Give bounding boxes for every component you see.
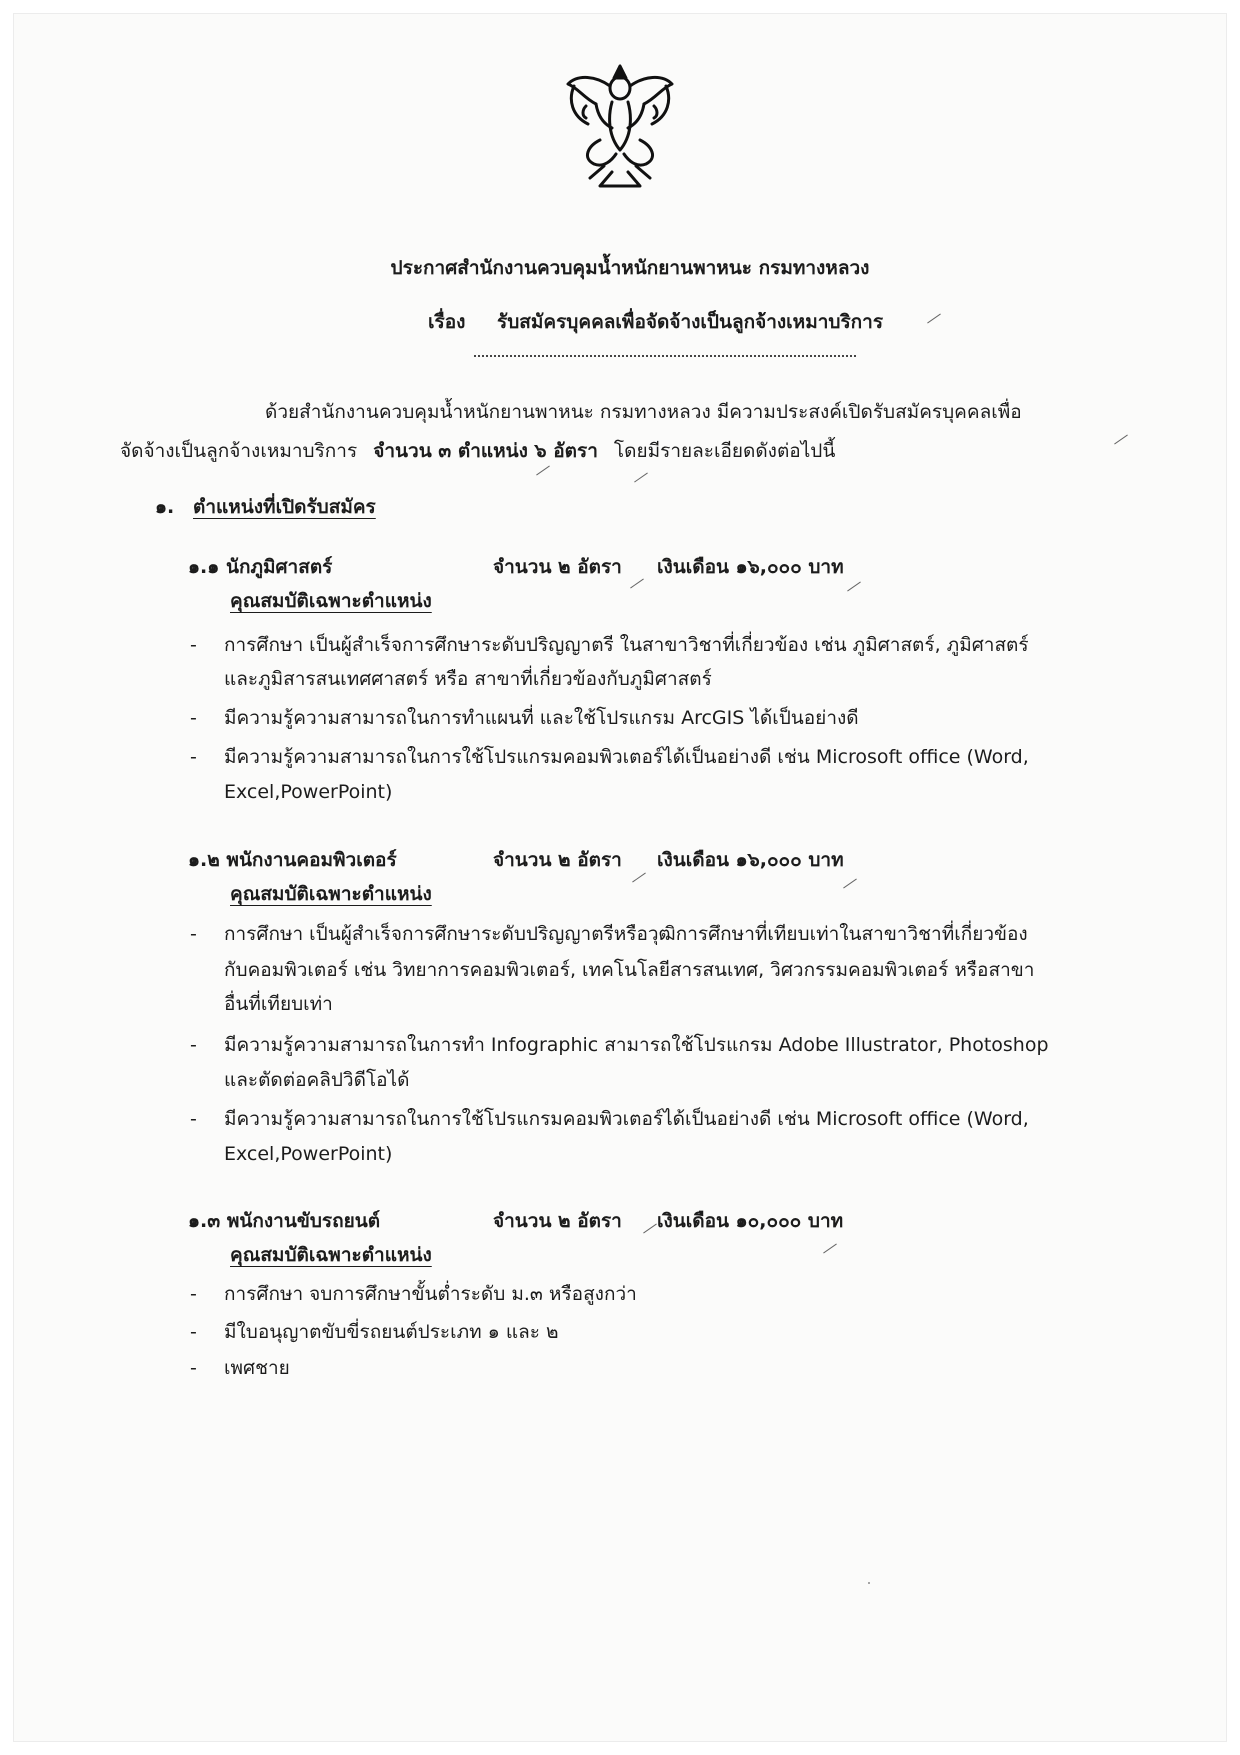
title-divider <box>474 355 856 357</box>
position-2-qualifications-label: คุณสมบัติเฉพาะตำแหน่ง <box>230 883 432 905</box>
intro-line-2-part-c: โดยมีรายละเอียดดังต่อไปนี้ <box>613 440 836 462</box>
position-2-item-3-line-2: Excel,PowerPoint) <box>224 1143 393 1165</box>
position-2-count: จำนวน ๒ อัตรา <box>493 849 622 871</box>
position-1-item-3-line-2: Excel,PowerPoint) <box>224 781 393 803</box>
page-title: ประกาศสำนักงานควบคุมน้ำหนักยานพาหนะ กรมทางหลวง <box>390 257 870 279</box>
position-2-item-3-line-1: มีความรู้ความสามารถในการใช้โปรแกรมคอมพิวเตอร์ได้เป็นอย่างดี เช่น Microsoft office (Word, <box>224 1108 1029 1130</box>
bullet-dash: - <box>190 1283 197 1305</box>
position-1-qualifications-label: คุณสมบัติเฉพาะตำแหน่ง <box>230 590 432 612</box>
position-2-item-1-line-1: การศึกษา เป็นผู้สำเร็จการศึกษาระดับปริญญาตรีหรือวุฒิการศึกษาที่เทียบเท่าในสาขาวิชาที่เกี่ยวข้อง <box>224 923 1028 945</box>
intro-line-2 <box>120 439 835 463</box>
position-2-item-1-line-3: อื่นที่เทียบเท่า <box>224 993 333 1015</box>
position-2-salary: เงินเดือน ๑๖,๐๐๐ บาท <box>657 849 844 871</box>
bullet-dash: - <box>190 707 197 729</box>
position-1-salary: เงินเดือน ๑๖,๐๐๐ บาท <box>657 556 844 578</box>
position-3-count: จำนวน ๒ อัตรา <box>493 1210 622 1232</box>
bullet-dash: - <box>190 634 197 656</box>
position-1-item-1-line-1: การศึกษา เป็นผู้สำเร็จการศึกษาระดับปริญญาตรี ในสาขาวิชาที่เกี่ยวข้อง เช่น ภูมิศาสตร์, ภูมิศาสตร์ <box>224 634 1029 656</box>
subject-text: รับสมัครบุคคลเพื่อจัดจ้างเป็นลูกจ้างเหมาบริการ <box>497 311 884 333</box>
intro-line-1: ด้วยสำนักงานควบคุมน้ำหนักยานพาหนะ กรมทางหลวง มีความประสงค์เปิดรับสมัครบุคคลเพื่อ <box>265 401 1022 423</box>
bullet-dash: - <box>190 746 197 768</box>
position-1-item-2-line-1: มีความรู้ความสามารถในการทำแผนที่ และใช้โปรแกรม ArcGIS ได้เป็นอย่างดี <box>224 707 859 729</box>
scan-speck <box>868 1582 870 1584</box>
garuda-emblem-icon <box>560 54 680 190</box>
position-2-item-1-line-2: กับคอมพิวเตอร์ เช่น วิทยาการคอมพิวเตอร์, เทคโนโลยีสารสนเทศ, วิศวกรรมคอมพิวเตอร์ หรือสาขา <box>224 959 1035 981</box>
position-3-item-2-line-1: มีใบอนุญาตขับขี่รถยนต์ประเภท ๑ และ ๒ <box>224 1321 559 1343</box>
position-1-count: จำนวน ๒ อัตรา <box>493 556 622 578</box>
position-3-item-3-line-1: เพศชาย <box>224 1357 290 1379</box>
bullet-dash: - <box>190 1034 197 1056</box>
bullet-dash: - <box>190 1108 197 1130</box>
position-1-item-3-line-1: มีความรู้ความสามารถในการใช้โปรแกรมคอมพิวเตอร์ได้เป็นอย่างดี เช่น Microsoft office (Word, <box>224 746 1029 768</box>
bullet-dash: - <box>190 923 197 945</box>
position-1-title: ๑.๑ นักภูมิศาสตร์ <box>188 556 333 578</box>
position-2-title: ๑.๒ พนักงานคอมพิวเตอร์ <box>188 849 397 871</box>
intro-line-2-part-a: จัดจ้างเป็นลูกจ้างเหมาบริการ <box>120 440 358 462</box>
position-3-salary: เงินเดือน ๑๐,๐๐๐ บาท <box>657 1210 844 1232</box>
position-3-item-1-line-1: การศึกษา จบการศึกษาขั้นต่ำระดับ ม.๓ หรือสูงกว่า <box>224 1283 637 1305</box>
subject-label: เรื่อง <box>428 311 466 333</box>
section-1-number: ๑. <box>155 496 175 518</box>
position-1-item-1-line-2: และภูมิสารสนเทศศาสตร์ หรือ สาขาที่เกี่ยวข้องกับภูมิศาสตร์ <box>224 668 712 690</box>
bullet-dash: - <box>190 1321 197 1343</box>
position-2-item-2-line-1: มีความรู้ความสามารถในการทำ Infographic สามารถใช้โปรแกรม Adobe Illustrator, Photoshop <box>224 1034 1049 1056</box>
position-3-title: ๑.๓ พนักงานขับรถยนต์ <box>188 1210 381 1232</box>
section-1-title: ตำแหน่งที่เปิดรับสมัคร <box>193 496 376 518</box>
bullet-dash: - <box>190 1357 197 1379</box>
position-3-qualifications-label: คุณสมบัติเฉพาะตำแหน่ง <box>230 1244 432 1266</box>
position-2-item-2-line-2: และตัดต่อคลิปวิดีโอได้ <box>224 1069 410 1091</box>
intro-line-2-part-b: จำนวน ๓ ตำแหน่ง ๖ อัตรา <box>373 440 598 462</box>
